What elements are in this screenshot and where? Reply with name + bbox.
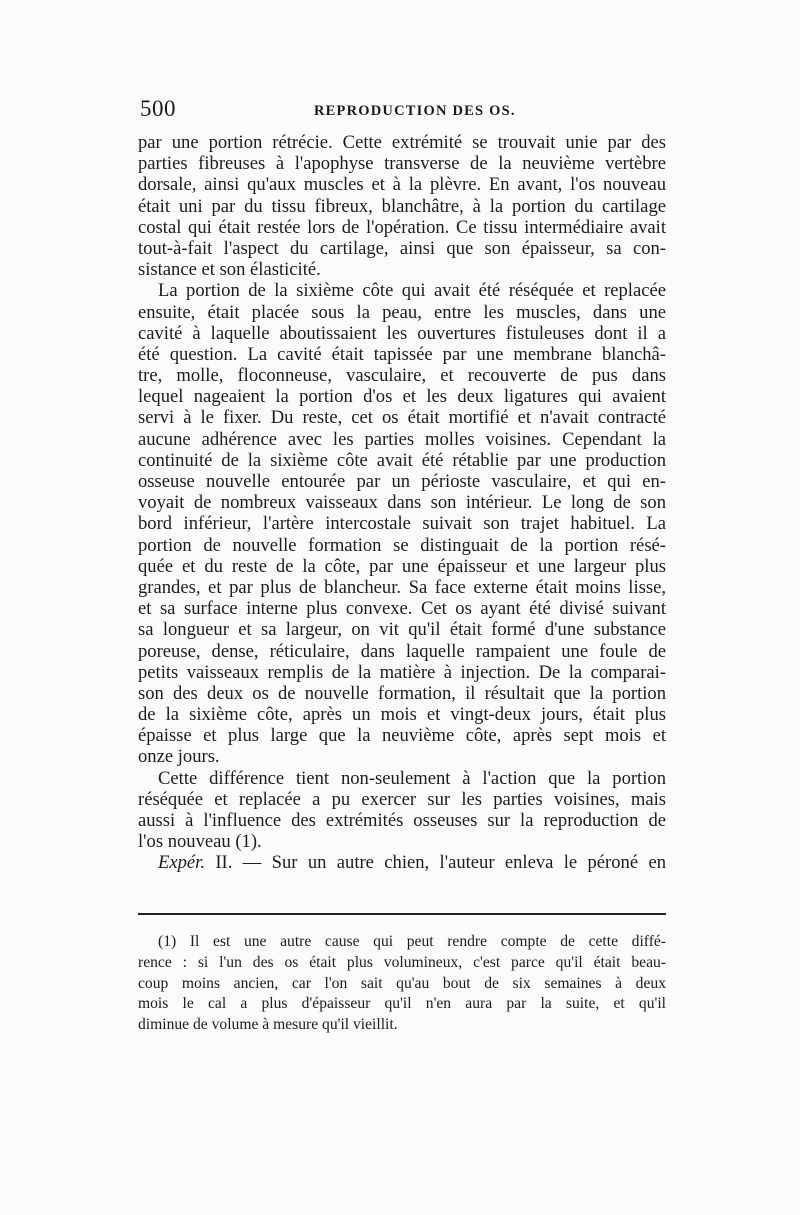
text-line: et sa surface interne plus convexe. Cet os ayant été divisé suivant <box>138 598 666 620</box>
footnote-line: coup moins ancien, car l'on sait qu'au bout de six semaines à deux <box>138 974 666 992</box>
text-line: dorsale, ainsi qu'aux muscles et à la plèvre. En avant, l'os nouveau <box>138 174 666 196</box>
text-line: aucune adhérence avec les parties molles voisines. Cependant la <box>138 428 666 450</box>
text-line: onze jours. <box>138 746 220 768</box>
text-line: continuité de la sixième côte avait été rétablie par une production <box>138 449 666 471</box>
page-number: 500 <box>140 96 176 121</box>
experiment-text: II. — Sur un autre chien, l'auteur enleva le péroné en <box>204 852 666 874</box>
text-line: son des deux os de nouvelle formation, il résultait que la portion <box>138 682 666 704</box>
page-header <box>140 94 666 124</box>
text-line: costal qui était restée lors de l'opération. Ce tissu intermédiaire avait <box>138 216 666 238</box>
text-line: lequel nageaient la portion d'os et les deux ligatures qui avaient <box>138 386 666 408</box>
text-line: tout-à-fait l'aspect du cartilage, ainsi que son épaisseur, sa con- <box>138 237 666 259</box>
text-line: voyait de nombreux vaisseaux dans son intérieur. Le long de son <box>138 492 666 514</box>
main-text <box>138 132 666 874</box>
text-line: bord inférieur, l'artère intercostale suivait son trajet habituel. La <box>138 513 666 535</box>
text-line: sa longueur et sa largeur, on vit qu'il était formé d'une substance <box>138 619 666 641</box>
text-line: de la sixième côte, après un mois et vingt-deux jours, était plus <box>138 704 666 726</box>
text-line: réséquée et replacée a pu exercer sur les parties voisines, mais <box>138 788 666 810</box>
text-line: servi à le fixer. Du reste, cet os était mortifié et n'avait contracté <box>138 407 666 429</box>
footnote <box>138 932 666 1036</box>
footnote-line: (1) Il est une autre cause qui peut rendre compte de cette diffé- <box>158 933 666 950</box>
text-line: l'os nouveau (1). <box>138 831 262 853</box>
text-line: parties fibreuses à l'apophyse transverse de la neuvième vertèbre <box>138 153 666 175</box>
text-line: osseuse nouvelle entourée par un périoste vasculaire, et qui en- <box>138 471 666 492</box>
text-line: épaisse et plus large que la neuvième côte, après sept mois et <box>138 725 666 747</box>
text-line: tre, molle, floconneuse, vasculaire, et recouverte de pus dans <box>138 365 666 387</box>
text-line: ensuite, était placée sous la peau, entre les muscles, dans une <box>138 301 666 323</box>
text-line: quée et du reste de la côte, par une épaisseur et une largeur plus <box>138 555 666 577</box>
text-line: cavité à laquelle aboutissaient les ouvertures fistuleuses dont il a <box>138 322 666 344</box>
footnote-line: diminue de volume à mesure qu'il vieillit. <box>138 1016 398 1034</box>
text-line: par une portion rétrécie. Cette extrémité se trouvait unie par des <box>138 132 666 153</box>
text-line: grandes, et par plus de blancheur. Sa face externe était moins lisse, <box>138 576 666 598</box>
footnote-line: mois le cal a plus d'épaisseur qu'il n'en aura par la suite, et qu'il <box>138 995 666 1013</box>
experiment-line <box>138 852 666 873</box>
text-line: était uni par du tissu fibreux, blanchâtre, à la portion du cartilage <box>138 195 666 217</box>
text-line: aussi à l'influence des extrémités osseuses sur la reproduction de <box>138 810 666 831</box>
text-line: La portion de la sixième côte qui avait été réséquée et replacée <box>158 280 666 302</box>
text-line: poreuse, dense, réticulaire, dans laquelle rampaient une foule de <box>138 640 666 662</box>
footnote-divider <box>138 913 666 915</box>
text-line: été question. La cavité était tapissée par une membrane blanchâ- <box>138 343 666 365</box>
text-line: sistance et son élasticité. <box>138 259 321 281</box>
experiment-label: Expér. <box>158 852 205 874</box>
text-line: petits vaisseaux remplis de la matière à injection. De la comparai- <box>138 661 666 683</box>
text-line: Cette différence tient non-seulement à l'action que la portion <box>158 767 666 789</box>
footnote-line: rence : si l'un des os était plus volumineux, c'est parce qu'il était beau- <box>138 953 666 971</box>
running-head: REPRODUCTION DES OS. <box>314 103 516 119</box>
text-line: portion de nouvelle formation se distinguait de la portion résé- <box>138 534 666 556</box>
